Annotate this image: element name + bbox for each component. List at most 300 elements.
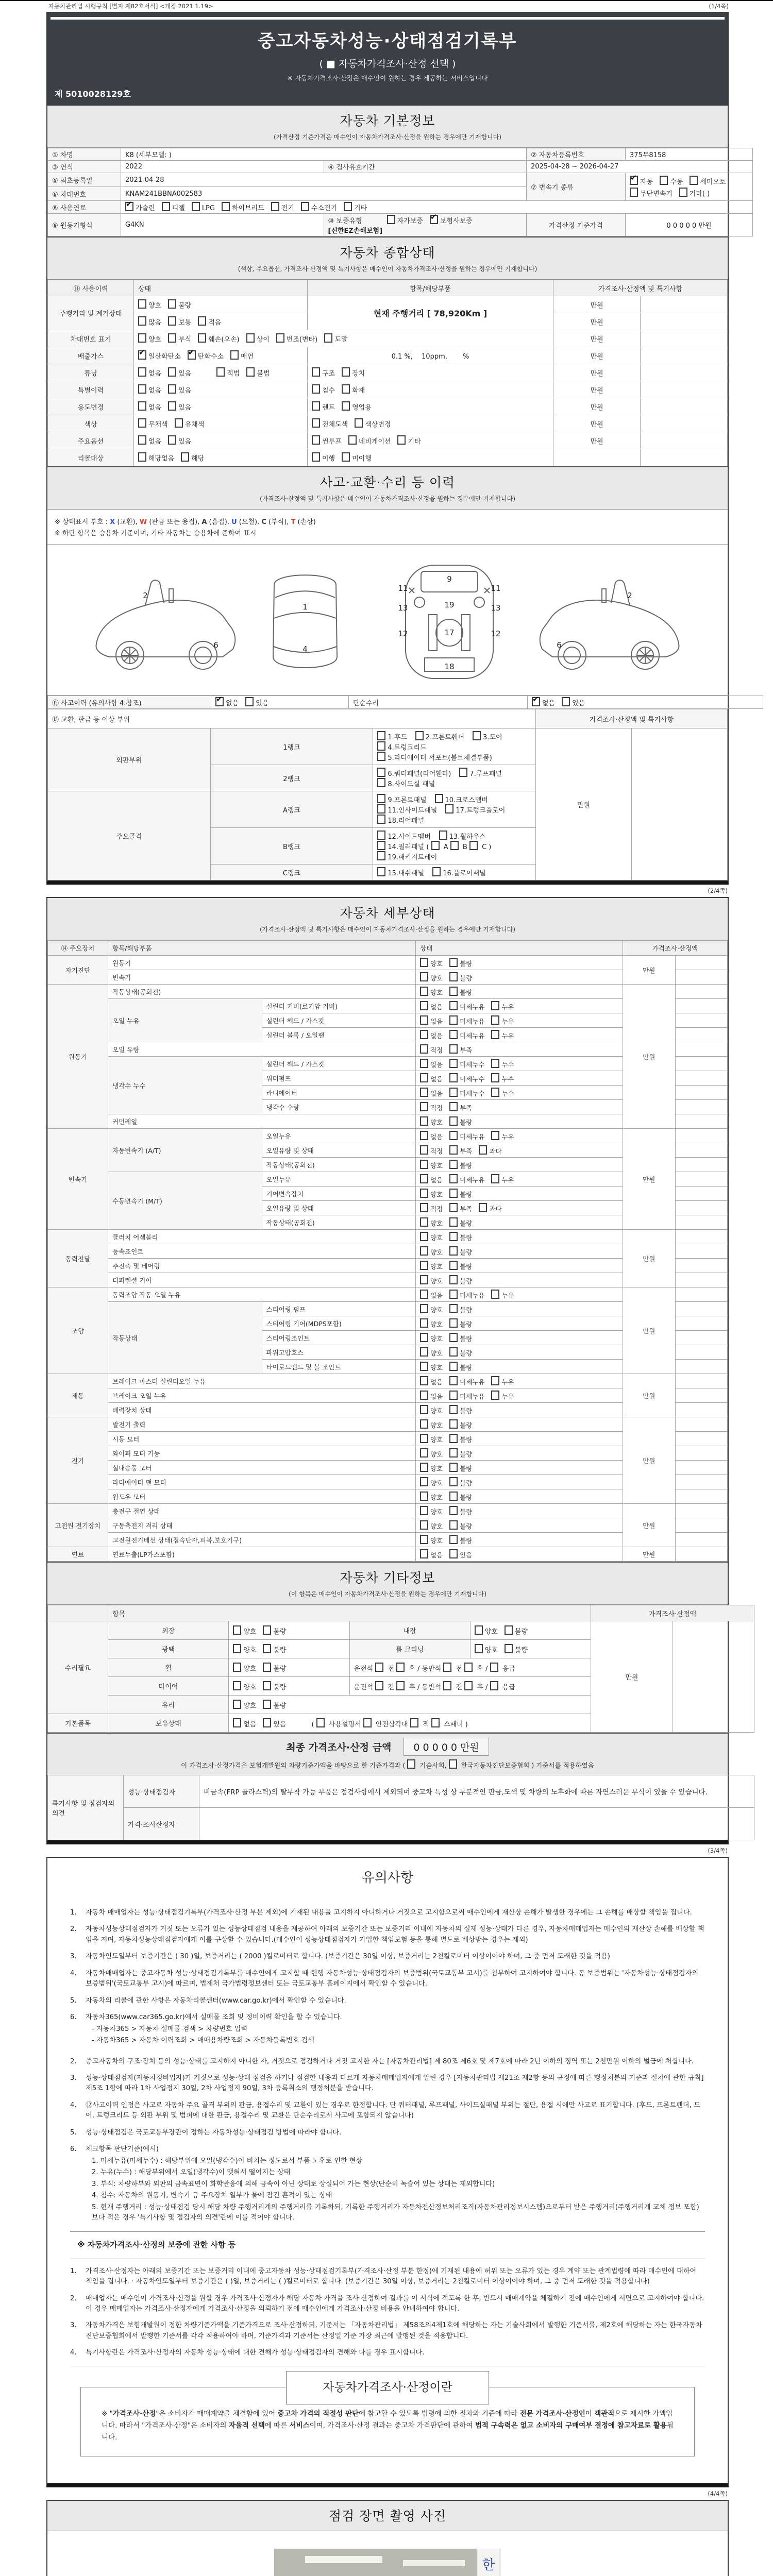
checkbox-option[interactable]	[449, 1347, 472, 1358]
checkbox-option[interactable]	[491, 1391, 514, 1401]
checkbox-option[interactable]	[263, 1681, 286, 1691]
checkbox-option[interactable]	[449, 1246, 472, 1257]
checkbox-option[interactable]	[491, 1290, 514, 1300]
checkbox-option[interactable]	[420, 1304, 443, 1314]
checkbox-option[interactable]	[435, 794, 488, 804]
checkbox-option[interactable]	[449, 1217, 472, 1228]
checkbox-icon[interactable]	[479, 1203, 487, 1212]
checkbox-icon[interactable]	[387, 215, 395, 224]
checkbox-icon[interactable]	[431, 841, 440, 850]
checkbox-icon[interactable]	[459, 768, 467, 777]
checkbox-option[interactable]	[162, 202, 185, 212]
checkbox-icon[interactable]	[449, 1463, 458, 1472]
checkbox-icon[interactable]	[245, 697, 254, 706]
checkbox-icon[interactable]	[449, 1290, 458, 1299]
checkbox-option[interactable]	[473, 731, 502, 741]
checkbox-option[interactable]	[138, 333, 161, 344]
checkbox-icon[interactable]	[420, 1304, 428, 1313]
checkbox-icon[interactable]	[263, 1700, 271, 1709]
checkbox-icon[interactable]	[449, 1391, 458, 1400]
checkbox-option[interactable]	[449, 1261, 472, 1271]
checkbox-icon[interactable]	[449, 1246, 458, 1256]
checkbox-option[interactable]	[420, 1261, 443, 1271]
checkbox-icon[interactable]	[420, 1549, 428, 1558]
checked-checkbox-icon[interactable]	[138, 350, 146, 360]
checkbox-option[interactable]	[377, 794, 426, 804]
checkbox-icon[interactable]	[420, 1030, 428, 1039]
checkbox-icon[interactable]	[449, 1001, 458, 1010]
checked-checkbox-icon[interactable]	[630, 176, 638, 185]
checkbox-icon[interactable]	[138, 299, 146, 309]
checkbox-icon[interactable]	[138, 367, 146, 377]
checkbox-icon[interactable]	[449, 1088, 458, 1097]
checkbox-option[interactable]	[420, 1044, 443, 1055]
checkbox-icon[interactable]	[312, 418, 320, 428]
checkbox-option[interactable]	[168, 435, 191, 446]
checkbox-icon[interactable]	[449, 1015, 458, 1025]
checkbox-icon[interactable]	[138, 401, 146, 411]
checkbox-option[interactable]	[420, 1203, 443, 1213]
checkbox-option[interactable]	[491, 1030, 514, 1040]
checkbox-option[interactable]	[679, 188, 710, 198]
checkbox-icon[interactable]	[377, 741, 385, 751]
checkbox-option[interactable]	[125, 202, 155, 212]
checkbox-option[interactable]	[420, 1362, 443, 1372]
checkbox-icon[interactable]	[216, 367, 225, 377]
checkbox-icon[interactable]	[375, 1663, 383, 1672]
checkbox-icon[interactable]	[420, 1520, 428, 1530]
checkbox-option[interactable]	[420, 1405, 443, 1415]
checkbox-option[interactable]	[420, 1535, 443, 1545]
checkbox-option[interactable]	[491, 1376, 514, 1386]
checkbox-icon[interactable]	[377, 731, 385, 740]
checkbox-option[interactable]	[449, 1088, 484, 1098]
checkbox-icon[interactable]	[348, 435, 357, 445]
checkbox-icon[interactable]	[449, 1145, 458, 1155]
checkbox-icon[interactable]	[475, 1644, 483, 1653]
checkbox-option[interactable]	[660, 176, 683, 186]
checkbox-option[interactable]	[377, 851, 437, 861]
checkbox-icon[interactable]	[420, 1116, 428, 1126]
checkbox-icon[interactable]	[312, 435, 320, 445]
checkbox-option[interactable]	[233, 1681, 256, 1691]
checkbox-option[interactable]	[420, 972, 443, 982]
checkbox-option[interactable]	[420, 1088, 443, 1098]
checkbox-icon[interactable]	[491, 1174, 499, 1183]
checkbox-option[interactable]	[168, 299, 191, 310]
checkbox-icon[interactable]	[420, 1217, 428, 1227]
checkbox-icon[interactable]	[420, 1203, 428, 1212]
checkbox-icon[interactable]	[449, 1506, 458, 1515]
checkbox-icon[interactable]	[138, 418, 146, 428]
checkbox-icon[interactable]	[449, 1347, 458, 1357]
checkbox-option[interactable]	[233, 1663, 256, 1673]
checkbox-option[interactable]	[377, 752, 492, 762]
checkbox-option[interactable]	[138, 452, 174, 463]
checkbox-icon[interactable]	[420, 958, 428, 967]
checkbox-icon[interactable]	[397, 435, 406, 445]
checkbox-icon[interactable]	[276, 333, 284, 343]
checkbox-option[interactable]	[445, 804, 505, 815]
checkbox-option[interactable]	[420, 1275, 443, 1285]
checkbox-icon[interactable]	[491, 1290, 499, 1299]
checkbox-option[interactable]	[138, 367, 161, 378]
checkbox-option[interactable]	[198, 316, 221, 327]
checkbox-icon[interactable]	[420, 1492, 428, 1501]
checkbox-icon[interactable]	[263, 1644, 271, 1653]
checkbox-icon[interactable]	[420, 1391, 428, 1400]
checkbox-option[interactable]	[532, 697, 555, 707]
checkbox-option[interactable]	[215, 697, 239, 707]
checkbox-icon[interactable]	[168, 333, 176, 343]
checkbox-option[interactable]	[449, 1434, 472, 1444]
checkbox-option[interactable]	[430, 215, 473, 225]
checkbox-option[interactable]	[312, 435, 342, 446]
checkbox-icon[interactable]	[449, 1318, 458, 1328]
checkbox-icon[interactable]	[396, 1681, 405, 1690]
checkbox-option[interactable]	[138, 435, 161, 446]
checkbox-icon[interactable]	[491, 1059, 499, 1068]
checkbox-icon[interactable]	[420, 1448, 428, 1458]
checkbox-option[interactable]	[222, 202, 264, 212]
checkbox-option[interactable]	[263, 1644, 286, 1654]
checkbox-option[interactable]	[449, 1304, 472, 1314]
checkbox-icon[interactable]	[420, 1189, 428, 1198]
checkbox-icon[interactable]	[439, 831, 447, 840]
checkbox-icon[interactable]	[491, 1376, 499, 1385]
checkbox-icon[interactable]	[443, 1681, 451, 1690]
checkbox-icon[interactable]	[420, 1477, 428, 1486]
checkbox-option[interactable]	[449, 1145, 472, 1156]
checkbox-icon[interactable]	[138, 316, 146, 326]
checkbox-option[interactable]	[342, 452, 372, 463]
checkbox-option[interactable]	[168, 333, 191, 344]
checkbox-icon[interactable]	[420, 1131, 428, 1140]
checkbox-option[interactable]	[420, 958, 443, 968]
checkbox-icon[interactable]	[324, 333, 332, 343]
checkbox-option[interactable]	[475, 1644, 498, 1654]
checkbox-option[interactable]	[198, 333, 239, 344]
checkbox-icon[interactable]	[420, 1333, 428, 1342]
checkbox-icon[interactable]	[420, 972, 428, 981]
checkbox-icon[interactable]	[344, 202, 352, 211]
checkbox-option[interactable]	[420, 1434, 443, 1444]
checkbox-option[interactable]	[479, 1145, 501, 1156]
checkbox-icon[interactable]	[449, 1333, 458, 1342]
checkbox-option[interactable]	[491, 1073, 514, 1083]
checkbox-option[interactable]	[505, 1644, 528, 1654]
checkbox-option[interactable]	[355, 418, 391, 429]
checkbox-option[interactable]	[449, 1232, 472, 1242]
checkbox-icon[interactable]	[449, 1477, 458, 1486]
checkbox-icon[interactable]	[420, 987, 428, 996]
checkbox-icon[interactable]	[312, 452, 320, 462]
checkbox-option[interactable]	[420, 1463, 443, 1473]
checkbox-icon[interactable]	[660, 176, 668, 185]
checkbox-option[interactable]	[348, 435, 391, 446]
checkbox-option[interactable]	[449, 1333, 472, 1343]
checkbox-icon[interactable]	[449, 1376, 458, 1385]
checkbox-option[interactable]	[491, 1059, 514, 1069]
checkbox-icon[interactable]	[449, 1405, 458, 1414]
checkbox-option[interactable]	[449, 1376, 484, 1386]
checkbox-icon[interactable]	[420, 1088, 428, 1097]
checkbox-icon[interactable]	[449, 1116, 458, 1126]
checkbox-option[interactable]	[420, 1492, 443, 1502]
checkbox-option[interactable]	[377, 841, 491, 851]
checkbox-option[interactable]	[449, 1059, 484, 1069]
checkbox-option[interactable]	[449, 1419, 472, 1430]
checkbox-icon[interactable]	[449, 1362, 458, 1371]
checkbox-icon[interactable]	[363, 1718, 372, 1727]
checkbox-option[interactable]	[420, 987, 443, 997]
checkbox-option[interactable]	[342, 384, 365, 395]
checkbox-icon[interactable]	[168, 384, 176, 394]
checkbox-option[interactable]	[377, 731, 407, 741]
checkbox-option[interactable]	[312, 367, 335, 378]
checkbox-icon[interactable]	[432, 867, 441, 876]
checkbox-option[interactable]	[449, 1549, 472, 1560]
checkbox-option[interactable]	[387, 215, 423, 225]
checkbox-icon[interactable]	[505, 1625, 513, 1635]
checkbox-option[interactable]	[449, 1405, 472, 1415]
checkbox-icon[interactable]	[420, 1261, 428, 1270]
checkbox-icon[interactable]	[198, 316, 206, 326]
checkbox-option[interactable]	[342, 367, 365, 378]
checkbox-icon[interactable]	[420, 1275, 428, 1284]
checkbox-icon[interactable]	[342, 384, 350, 394]
checkbox-option[interactable]	[449, 1275, 472, 1285]
checkbox-icon[interactable]	[449, 1520, 458, 1530]
checkbox-option[interactable]	[192, 202, 215, 212]
checkbox-icon[interactable]	[198, 333, 206, 343]
checkbox-icon[interactable]	[491, 1391, 499, 1400]
checkbox-icon[interactable]	[491, 1131, 499, 1140]
checkbox-icon[interactable]	[230, 350, 239, 360]
checkbox-option[interactable]	[246, 367, 270, 378]
checkbox-option[interactable]	[449, 1073, 484, 1083]
checkbox-icon[interactable]	[479, 1145, 487, 1155]
checkbox-icon[interactable]	[192, 202, 200, 211]
checkbox-option[interactable]	[449, 1102, 472, 1112]
checkbox-icon[interactable]	[420, 1001, 428, 1010]
checkbox-option[interactable]	[420, 1116, 443, 1127]
checkbox-icon[interactable]	[410, 1718, 418, 1727]
checkbox-icon[interactable]	[420, 1362, 428, 1371]
checkbox-icon[interactable]	[490, 1663, 498, 1672]
checkbox-icon[interactable]	[168, 367, 176, 377]
checkbox-icon[interactable]	[420, 1376, 428, 1385]
checkbox-option[interactable]	[459, 768, 502, 778]
checkbox-icon[interactable]	[168, 299, 176, 309]
checkbox-icon[interactable]	[449, 1434, 458, 1443]
checkbox-icon[interactable]	[377, 851, 385, 860]
checkbox-icon[interactable]	[263, 1663, 271, 1672]
checkbox-icon[interactable]	[342, 452, 350, 462]
checkbox-icon[interactable]	[505, 1644, 513, 1653]
checkbox-icon[interactable]	[420, 1160, 428, 1169]
checkbox-option[interactable]	[377, 741, 426, 752]
checkbox-option[interactable]	[420, 1448, 443, 1459]
checkbox-option[interactable]	[449, 1506, 472, 1516]
checkbox-option[interactable]	[475, 1625, 498, 1636]
checkbox-icon[interactable]	[420, 1506, 428, 1515]
checkbox-option[interactable]	[449, 1189, 472, 1199]
checkbox-option[interactable]	[432, 867, 485, 877]
checkbox-option[interactable]	[168, 384, 191, 395]
checkbox-option[interactable]	[449, 972, 472, 982]
checkbox-option[interactable]	[420, 1391, 443, 1401]
checkbox-icon[interactable]	[301, 202, 309, 211]
checkbox-icon[interactable]	[263, 1681, 271, 1690]
checkbox-option[interactable]	[420, 1001, 443, 1011]
checkbox-option[interactable]	[449, 987, 472, 997]
checkbox-icon[interactable]	[449, 1131, 458, 1140]
checkbox-option[interactable]	[312, 384, 335, 395]
checkbox-option[interactable]	[312, 452, 335, 463]
checkbox-option[interactable]	[168, 316, 191, 327]
checkbox-icon[interactable]	[420, 1419, 428, 1429]
checkbox-icon[interactable]	[312, 401, 320, 411]
checkbox-option[interactable]	[420, 1506, 443, 1516]
checkbox-icon[interactable]	[449, 1217, 458, 1227]
checkbox-option[interactable]	[420, 1477, 443, 1487]
checkbox-option[interactable]	[449, 1477, 472, 1487]
checkbox-icon[interactable]	[475, 1625, 483, 1635]
checkbox-icon[interactable]	[449, 1203, 458, 1212]
checkbox-icon[interactable]	[175, 418, 183, 428]
checkbox-option[interactable]	[420, 1015, 443, 1026]
checkbox-option[interactable]	[491, 1174, 514, 1184]
checkbox-icon[interactable]	[181, 452, 189, 462]
checkbox-option[interactable]	[342, 401, 372, 412]
checkbox-icon[interactable]	[222, 202, 230, 211]
checkbox-option[interactable]	[630, 176, 653, 186]
checkbox-option[interactable]	[420, 1217, 443, 1228]
checkbox-option[interactable]	[449, 1463, 472, 1473]
checkbox-icon[interactable]	[435, 794, 443, 803]
checkbox-option[interactable]	[449, 1492, 472, 1502]
checkbox-icon[interactable]	[449, 1174, 458, 1183]
checkbox-option[interactable]	[138, 299, 161, 310]
checkbox-icon[interactable]	[491, 1001, 499, 1010]
checkbox-option[interactable]	[377, 815, 424, 825]
checkbox-icon[interactable]	[491, 1030, 499, 1039]
checkbox-option[interactable]	[449, 1030, 484, 1040]
checked-checkbox-icon[interactable]	[188, 350, 196, 360]
checkbox-icon[interactable]	[449, 1160, 458, 1169]
checkbox-icon[interactable]	[246, 333, 255, 343]
checkbox-option[interactable]	[630, 188, 673, 198]
checkbox-option[interactable]	[449, 1290, 484, 1300]
checkbox-option[interactable]	[175, 418, 205, 429]
checkbox-icon[interactable]	[377, 804, 385, 814]
checkbox-option[interactable]	[397, 435, 421, 446]
checkbox-icon[interactable]	[312, 367, 320, 377]
checked-checkbox-icon[interactable]	[215, 697, 224, 706]
checkbox-option[interactable]	[233, 1625, 256, 1636]
checkbox-icon[interactable]	[464, 1681, 473, 1690]
checkbox-icon[interactable]	[449, 1419, 458, 1429]
checkbox-icon[interactable]	[449, 1304, 458, 1313]
checkbox-option[interactable]	[420, 1102, 443, 1112]
checkbox-icon[interactable]	[138, 384, 146, 394]
checkbox-icon[interactable]	[630, 188, 638, 197]
checkbox-option[interactable]	[420, 1174, 443, 1184]
checkbox-icon[interactable]	[420, 1405, 428, 1414]
checkbox-option[interactable]	[449, 1174, 484, 1184]
checkbox-icon[interactable]	[449, 1073, 458, 1082]
checked-checkbox-icon[interactable]	[125, 202, 133, 211]
checkbox-icon[interactable]	[449, 1232, 458, 1241]
checkbox-icon[interactable]	[420, 1044, 428, 1054]
checkbox-icon[interactable]	[233, 1700, 241, 1709]
checkbox-icon[interactable]	[420, 1073, 428, 1082]
checkbox-icon[interactable]	[263, 1718, 271, 1727]
checkbox-option[interactable]	[449, 1044, 472, 1055]
checkbox-option[interactable]	[271, 202, 294, 212]
checkbox-option[interactable]	[420, 1189, 443, 1199]
checkbox-option[interactable]	[420, 1073, 443, 1083]
checkbox-option[interactable]	[449, 958, 472, 968]
checkbox-option[interactable]	[449, 1001, 484, 1011]
checkbox-option[interactable]	[301, 202, 337, 212]
checkbox-option[interactable]	[420, 1131, 443, 1141]
checkbox-option[interactable]	[449, 1116, 472, 1127]
checked-checkbox-icon[interactable]	[430, 215, 438, 224]
checkbox-icon[interactable]	[342, 401, 350, 411]
checkbox-option[interactable]	[377, 831, 430, 841]
checkbox-icon[interactable]	[316, 1718, 325, 1727]
checkbox-option[interactable]	[245, 697, 268, 707]
checkbox-option[interactable]	[449, 1391, 484, 1401]
checkbox-option[interactable]	[449, 1203, 472, 1213]
checkbox-icon[interactable]	[491, 1015, 499, 1025]
checkbox-option[interactable]	[420, 1376, 443, 1386]
checkbox-option[interactable]	[562, 697, 585, 707]
checkbox-option[interactable]	[230, 350, 254, 361]
checkbox-option[interactable]	[491, 1015, 514, 1026]
checkbox-icon[interactable]	[464, 1663, 473, 1672]
checkbox-icon[interactable]	[407, 1759, 415, 1769]
checkbox-option[interactable]	[420, 1347, 443, 1358]
checkbox-option[interactable]	[690, 176, 726, 186]
checkbox-icon[interactable]	[420, 1347, 428, 1357]
checkbox-option[interactable]	[449, 1015, 484, 1026]
checkbox-option[interactable]	[449, 1160, 472, 1170]
checkbox-option[interactable]	[449, 1448, 472, 1459]
checkbox-icon[interactable]	[690, 176, 698, 185]
checkbox-option[interactable]	[344, 202, 367, 212]
checkbox-icon[interactable]	[271, 202, 279, 211]
checkbox-option[interactable]	[263, 1718, 286, 1728]
checkbox-icon[interactable]	[449, 1549, 458, 1558]
checkbox-icon[interactable]	[420, 1232, 428, 1241]
checkbox-option[interactable]	[246, 333, 270, 344]
checkbox-option[interactable]	[138, 401, 161, 412]
checkbox-option[interactable]	[263, 1625, 286, 1636]
checkbox-option[interactable]	[479, 1203, 501, 1213]
checkbox-option[interactable]	[276, 333, 317, 344]
checkbox-option[interactable]	[138, 384, 161, 395]
checkbox-icon[interactable]	[449, 1275, 458, 1284]
checkbox-option[interactable]	[377, 768, 451, 778]
checkbox-option[interactable]	[420, 1549, 443, 1560]
checkbox-icon[interactable]	[420, 1290, 428, 1299]
checkbox-icon[interactable]	[449, 1492, 458, 1501]
checkbox-icon[interactable]	[377, 867, 385, 876]
checkbox-icon[interactable]	[377, 752, 385, 761]
